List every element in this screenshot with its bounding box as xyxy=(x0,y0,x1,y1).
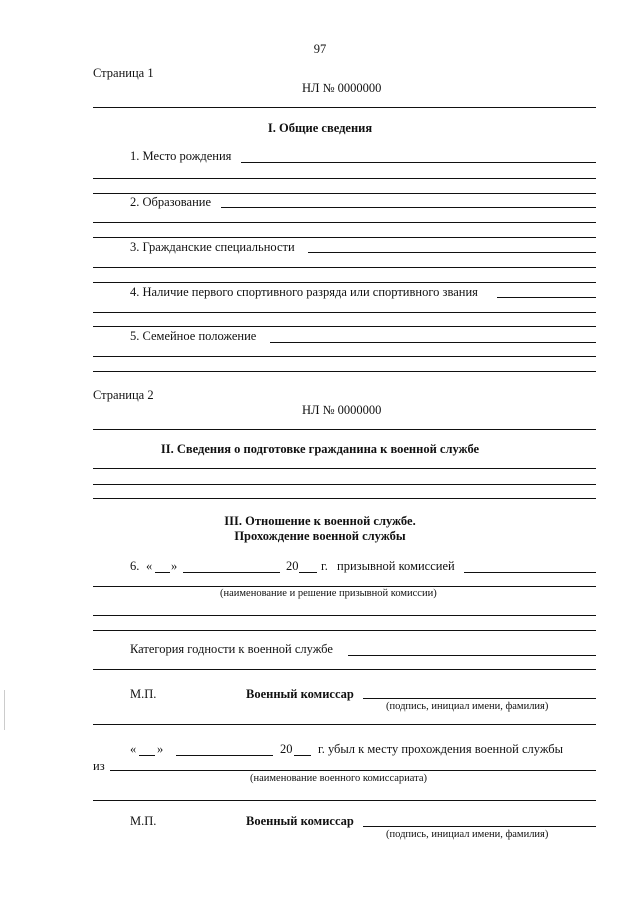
section3-title-line2: Прохождение военной службы xyxy=(234,529,406,543)
departure-from-label: из xyxy=(93,759,105,773)
section2-title: II. Сведения о подготовке гражданина к военной службе xyxy=(160,442,480,456)
field-marital-status-line[interactable] xyxy=(270,342,596,343)
item6-commission-line[interactable] xyxy=(464,572,596,573)
blank-line[interactable] xyxy=(93,498,596,499)
field-sports-rank-label: 4. Наличие первого спортивного разряда или спортивного звания xyxy=(130,285,478,299)
item6-year-suffix: г. xyxy=(321,559,328,573)
item6-quote-close: » xyxy=(171,559,178,573)
section3-title-line1: III. Отношение к военной службе. xyxy=(224,514,416,528)
signature-line-1[interactable] xyxy=(363,698,596,699)
blank-line[interactable] xyxy=(93,267,596,268)
field-education-label: 2. Образование xyxy=(130,195,212,209)
blank-line[interactable] xyxy=(93,630,596,631)
blank-line[interactable] xyxy=(93,326,596,327)
page1-doc-number: НЛ № 0000000 xyxy=(302,81,382,95)
commissar-label-2: Военный комиссар xyxy=(246,814,354,828)
scan-artifact xyxy=(4,690,5,730)
blank-line[interactable] xyxy=(93,371,596,372)
blank-line[interactable] xyxy=(93,468,596,469)
field-education-line[interactable] xyxy=(221,207,596,208)
signature-caption-2: (подпись, инициал имени, фамилия) xyxy=(386,829,549,840)
blank-line[interactable] xyxy=(93,356,596,357)
item6-year-line[interactable] xyxy=(299,572,317,573)
page2-label: Страница 2 xyxy=(93,388,154,402)
header-rule xyxy=(93,429,596,430)
item6-month-line[interactable] xyxy=(183,572,280,573)
page1-label: Страница 1 xyxy=(93,66,154,80)
item6-quote-open: « xyxy=(146,559,153,573)
blank-line[interactable] xyxy=(93,724,596,725)
blank-line[interactable] xyxy=(93,586,596,587)
blank-line[interactable] xyxy=(93,800,596,801)
departure-year-line[interactable] xyxy=(294,755,311,756)
field-birthplace-label: 1. Место рождения xyxy=(130,149,232,163)
blank-line[interactable] xyxy=(93,615,596,616)
item6-commission-text: призывной комиссией xyxy=(337,559,455,573)
page-number: 97 xyxy=(313,42,327,56)
blank-line[interactable] xyxy=(93,669,596,670)
departure-quote-close: » xyxy=(157,742,164,756)
section1-title: I. Общие сведения xyxy=(267,121,373,135)
category-label: Категория годности к военной службе xyxy=(130,642,333,656)
blank-line[interactable] xyxy=(93,222,596,223)
field-specialties-line[interactable] xyxy=(308,252,596,253)
departure-year: 20 xyxy=(280,742,293,756)
item6-number: 6. xyxy=(130,559,140,573)
stamp-label-2: М.П. xyxy=(130,814,157,828)
stamp-label-1: М.П. xyxy=(130,687,157,701)
blank-line[interactable] xyxy=(93,484,596,485)
blank-line[interactable] xyxy=(93,178,596,179)
departure-month-line[interactable] xyxy=(176,755,273,756)
field-marital-status-label: 5. Семейное положение xyxy=(130,329,257,343)
item6-caption: (наименование и решение призывной комиссии) xyxy=(220,588,437,599)
field-birthplace-line[interactable] xyxy=(241,162,596,163)
blank-line[interactable] xyxy=(93,282,596,283)
commissar-label-1: Военный комиссар xyxy=(246,687,354,701)
departure-quote-open: « xyxy=(130,742,137,756)
departure-from-line[interactable] xyxy=(110,770,596,771)
departure-caption: (наименование военного комиссариата) xyxy=(250,773,428,784)
field-specialties-label: 3. Гражданские специальности xyxy=(130,240,295,254)
blank-line[interactable] xyxy=(93,237,596,238)
signature-caption-1: (подпись, инициал имени, фамилия) xyxy=(386,701,549,712)
departure-day-line[interactable] xyxy=(139,755,155,756)
header-rule xyxy=(93,107,596,108)
departure-text: г. убыл к месту прохождения военной службы xyxy=(318,742,564,756)
item6-day-line[interactable] xyxy=(155,572,170,573)
signature-line-2[interactable] xyxy=(363,826,596,827)
field-sports-rank-line[interactable] xyxy=(497,297,596,298)
item6-year: 20 xyxy=(286,559,299,573)
blank-line[interactable] xyxy=(93,312,596,313)
category-line[interactable] xyxy=(348,655,596,656)
blank-line[interactable] xyxy=(93,193,596,194)
page2-doc-number: НЛ № 0000000 xyxy=(302,403,382,417)
